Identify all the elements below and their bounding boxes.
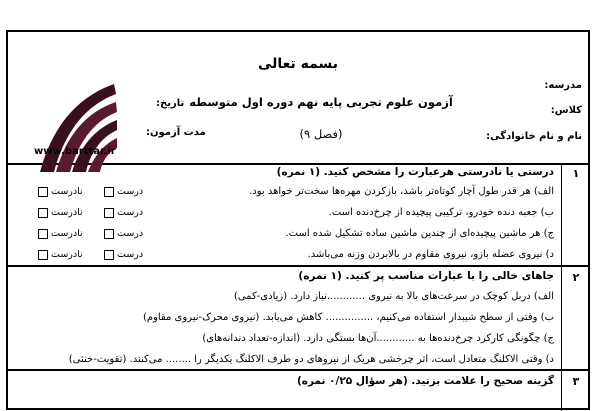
bismillah-title: بسمه تعالی: [257, 56, 339, 72]
top-blank-strip: [0, 0, 600, 30]
website-url[interactable]: www.barttar.ir: [34, 146, 116, 157]
question-number-divider: [561, 163, 562, 265]
checkbox[interactable]: [38, 250, 48, 260]
question-number: ۲: [572, 271, 580, 284]
q1-item-c: ج) هر ماشین پیچیده‌ای از چندین ماشین ساده تشکیل شده است.: [285, 228, 554, 239]
checkbox[interactable]: [38, 208, 48, 218]
date-label: تاریخ:: [156, 98, 185, 109]
question-prompt: درستی یا نادرستی هرعبارت را مشخص کنید. (۱ نمره): [276, 166, 554, 178]
duration-label: مدت آزمون:: [146, 127, 206, 138]
q1-a-true-option[interactable]: [104, 186, 143, 197]
checkbox[interactable]: [104, 187, 114, 197]
exam-header: [6, 30, 590, 165]
checkbox[interactable]: [104, 229, 114, 239]
q1-item-b: ب) جعبه دنده خودرو، ترکیبی پیچیده از چرخ‌دنده است.: [328, 207, 554, 218]
q1-d-true-option[interactable]: [104, 249, 143, 260]
q2-item-a: الف) دربل کوچک در سرعت‌های بالا به نیروی ............نیاز دارد. (زیادی-کمی): [233, 291, 554, 302]
false-label: نادرست: [51, 228, 83, 239]
exam-title: آزمون علوم تجربی پایه نهم دوره اول متوسطه: [189, 95, 453, 109]
false-label: نادرست: [51, 186, 83, 197]
q1-c-true-option[interactable]: [104, 228, 143, 239]
question-number: ۱: [572, 167, 580, 180]
checkbox[interactable]: [104, 208, 114, 218]
q1-item-d: د) نیروی عضله بازو، نیروی مقاوم در بالابردن وزنه می‌باشد.: [307, 249, 554, 260]
q1-item-a: الف) هر قدر طول آچار کوتاه‌تر باشد، بازکردن مهره‌ها سخت‌تر خواهد بود.: [249, 186, 554, 197]
barttar-logo-icon: [32, 72, 118, 172]
true-label: درست: [117, 228, 144, 239]
q2-item-c: ج) چگونگی کارکرد چرخ‌دنده‌ها به ............آن‌ها بستگی دارد. (اندازه-تعداد دندانه‌های): [202, 333, 554, 344]
true-label: درست: [117, 186, 144, 197]
class-label: کلاس:: [550, 105, 582, 116]
q1-c-false-option[interactable]: [38, 228, 83, 239]
question-number: ۳: [572, 375, 580, 388]
q2-item-d: د) وقتی الاکلنگ متعادل است، اثر چرخشی هریک از نیروهای دو طرف الاکلنگ یکدیگر را ........ می‌کنند. (تقویت-خنثی): [68, 354, 554, 365]
question-number-divider: [561, 371, 562, 411]
chapter-label: (فصل ۹): [299, 127, 343, 141]
question-3-block: [6, 371, 590, 411]
q1-a-false-option[interactable]: [38, 186, 83, 197]
checkbox[interactable]: [38, 229, 48, 239]
question-2-block: [6, 267, 590, 371]
q2-item-b: ب) وقتی از سطح شیبدار استفاده می‌کنیم، ............... کاهش می‌یابد. (نیروی محرک-نیروی مقاوم): [142, 312, 554, 323]
question-1-block: [6, 163, 590, 267]
school-label: مدرسه:: [544, 80, 582, 91]
name-label: نام و نام خانوادگی:: [486, 131, 582, 142]
checkbox[interactable]: [38, 187, 48, 197]
false-label: نادرست: [51, 249, 83, 260]
true-label: درست: [117, 207, 144, 218]
question-prompt: گزینه صحیح را علامت بزنید. (هر سؤال ۰/۲۵ نمره): [296, 375, 554, 387]
q1-b-false-option[interactable]: [38, 207, 83, 218]
checkbox[interactable]: [104, 250, 114, 260]
question-prompt: جاهای خالی را با عبارات مناسب پر کنید. (۱ نمره): [298, 270, 554, 282]
question-number-divider: [561, 267, 562, 369]
false-label: نادرست: [51, 207, 83, 218]
q1-b-true-option[interactable]: [104, 207, 143, 218]
q1-d-false-option[interactable]: [38, 249, 83, 260]
true-label: درست: [117, 249, 144, 260]
